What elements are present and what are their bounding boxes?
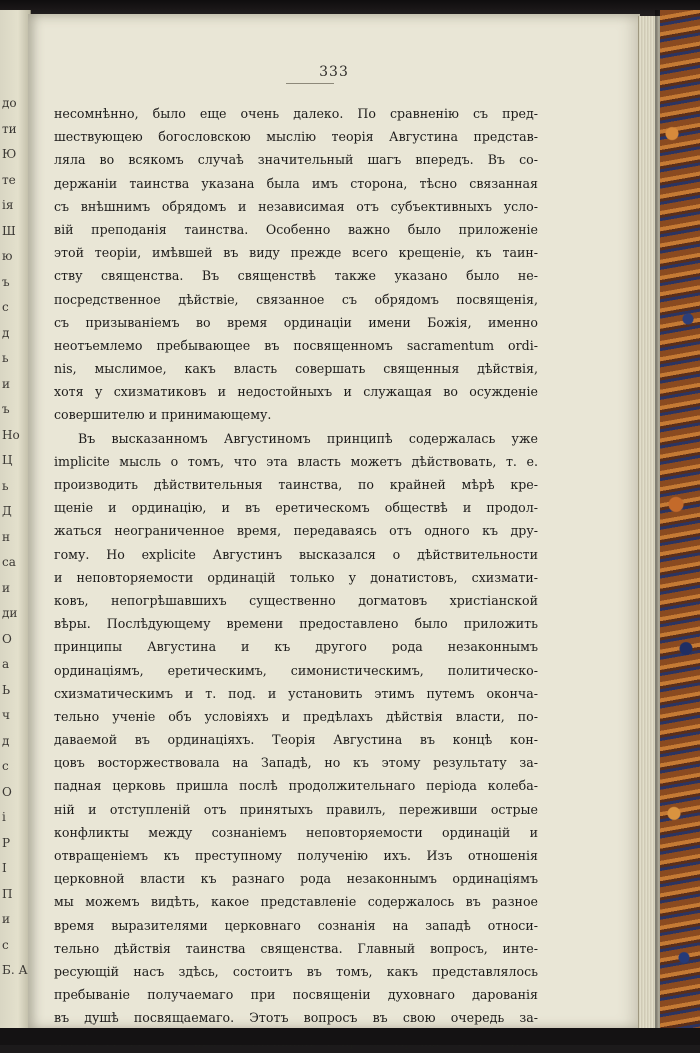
text-line: отвращеніемъ къ преступному полученію ихъ. Изъ отношенія: [54, 848, 538, 863]
text-line: съ внѣшнимъ обрядомъ и независимая отъ субъективныхъ усло-: [54, 198, 538, 214]
book-page: [28, 14, 640, 1030]
adjacent-page-fragment: н: [2, 529, 10, 544]
adjacent-page-fragment: ъ: [2, 274, 10, 289]
adjacent-page-fragment: Ю: [2, 147, 17, 161]
text-line: время выразителями церковнаго сознанія на западѣ относи-: [54, 917, 538, 933]
adjacent-page-fragment: с: [2, 759, 9, 773]
adjacent-page-fragment: ди: [2, 606, 18, 620]
text-line: совершителю и принимающему.: [54, 407, 272, 423]
adjacent-page-fragment: с: [2, 300, 9, 314]
adjacent-page-fragment: д: [2, 733, 10, 748]
adjacent-page-fragment: ю: [2, 249, 13, 263]
text-line: шествующею богословскою мыслію теорія Августина представ-: [54, 129, 538, 145]
adjacent-page-fragment: са: [2, 555, 16, 569]
adjacent-page-fragment: ти: [2, 121, 17, 136]
adjacent-page-fragment: О: [2, 631, 12, 646]
text-line: тельно дѣйствія таинства священства. Главный вопросъ, инте-: [54, 940, 538, 956]
text-line: падная церковь пришла послѣ продолжительнаго періода колеба-: [54, 778, 538, 794]
backdrop-bottom: [0, 1028, 700, 1045]
text-line: вій преподанія таинства. Особенно важно было приложеніе: [54, 221, 538, 237]
text-line: и неповторяемости ординацій только у донатистовъ, схизмати-: [54, 569, 538, 585]
page-number-rule: [286, 83, 334, 84]
adjacent-page-fragment: Ц: [2, 453, 13, 467]
adjacent-page-fragment: Р: [2, 835, 11, 850]
adjacent-page-fragment: І: [2, 861, 7, 875]
text-line: ляла во всякомъ случаѣ значительный шагъ впередъ. Въ со-: [54, 152, 538, 168]
text-line: жаться неограниченное время, передаваясь отъ одного къ дру-: [54, 523, 538, 539]
adjacent-page-fragment: ъ: [2, 402, 10, 416]
body-text: [54, 102, 538, 1053]
text-line: ординаціямъ, еретическимъ, симонистическимъ, политическо-: [54, 662, 538, 678]
adjacent-page-fragment: ія: [2, 198, 14, 212]
text-line: неотъемлемо пребывающее въ посвященномъ sacramentum ordi-: [54, 337, 538, 353]
text-line: принципы Августина и къ другого рода незаконнымъ: [54, 639, 538, 655]
adjacent-page-fragment: и: [2, 376, 10, 391]
text-line: ству священства. Въ священствѣ также указано было не-: [54, 268, 538, 284]
adjacent-page-fragment: д: [2, 325, 10, 340]
adjacent-page-fragment: і: [2, 810, 6, 824]
marbled-cover-edge: [660, 10, 700, 1040]
text-line: ній и отступленій отъ принятыхъ правилъ, переживши острые: [54, 801, 538, 817]
text-line: щеніе и ординацію, и въ еретическомъ обществѣ и продол-: [54, 500, 538, 516]
adjacent-page-fragment: О: [2, 784, 12, 799]
page-number: 333: [319, 64, 349, 80]
text-line: вѣры. Послѣдующему времени предоставлено было приложить: [54, 616, 538, 632]
adjacent-page-fragment: ь: [2, 478, 9, 493]
adjacent-page-fragment: и: [2, 912, 10, 926]
adjacent-page-fragment: ь: [2, 351, 9, 365]
adjacent-page-fragment: до: [2, 96, 17, 110]
text-line: съ призываніемъ во время ординаціи имени Божія, именно: [54, 314, 538, 330]
adjacent-page-fragment: П: [2, 886, 13, 901]
adjacent-page-fragment: Но: [2, 427, 20, 442]
text-line: конфликты между сознаніемъ неповторяемости ординацій и: [54, 824, 538, 840]
adjacent-page-fragment: Д: [2, 504, 12, 518]
text-line: этой теоріи, имѣвшей въ виду прежде всего крещеніе, къ таин-: [54, 245, 538, 261]
text-line: производить дѣйствительныя таинства, по крайней мѣрѣ кре-: [54, 477, 538, 492]
text-line: nis, мыслимое, какъ власть совершать священныя дѣйствія,: [54, 361, 538, 377]
text-line: несомнѣнно, было еще очень далеко. По сравненію съ пред-: [54, 106, 538, 121]
text-line: хотя у схизматиковъ и недостойныхъ и служащая во осужденіе: [54, 384, 538, 400]
adjacent-page-fragment: с: [2, 937, 9, 952]
adjacent-page-fragment: те: [2, 172, 16, 187]
text-line: церковной власти къ разнаго рода незаконнымъ ординаціямъ: [54, 871, 538, 887]
adjacent-page: [0, 10, 31, 1040]
text-line: схизматическимъ и т. под. и установить этимъ путемъ оконча-: [54, 685, 538, 701]
text-line: ресующій насъ здѣсь, состоитъ въ томъ, какъ представлялось: [54, 963, 538, 979]
text-line: посредственное дѣйствіе, связанное съ обрядомъ посвященія,: [54, 291, 538, 307]
text-line: даваемой въ ординаціяхъ. Теорія Августина въ концѣ кон-: [54, 732, 538, 748]
adjacent-page-fragment: Б. А: [2, 963, 28, 977]
text-line: держаніи таинства указана была имъ сторона, тѣсно связанная: [54, 175, 538, 191]
adjacent-page-fragment: Ш: [2, 223, 16, 238]
text-line: мы можемъ видѣть, какое представленіе содержалось въ разное: [54, 894, 538, 910]
adjacent-page-fragment: и: [2, 580, 10, 595]
text-line: Въ высказанномъ Августиномъ принципѣ содержалась уже: [78, 430, 538, 446]
text-line: гому. Но explicite Августинъ высказался о дѣйствительности: [54, 546, 538, 562]
adjacent-page-fragment: Ь: [2, 682, 11, 697]
text-line: въ душѣ посвящаемаго. Этотъ вопросъ въ свою очередь за-: [54, 1010, 538, 1026]
text-line: цовъ восторжествовала на Западѣ, но къ этому результату за-: [54, 755, 538, 771]
text-line: implicite мысль о томъ, что эта власть можетъ дѣйствовать, т. е.: [54, 453, 538, 469]
adjacent-page-fragment: ч: [2, 708, 10, 722]
adjacent-page-fragment: а: [2, 657, 10, 671]
text-line: тельно ученіе объ условіяхъ и предѣлахъ дѣйствія власти, по-: [54, 708, 538, 724]
text-line: ковъ, непогрѣшавшихъ существенно догматовъ христіанской: [54, 592, 538, 608]
text-line: пребываніе получаемаго при посвященіи духовнаго дарованія: [54, 987, 538, 1003]
